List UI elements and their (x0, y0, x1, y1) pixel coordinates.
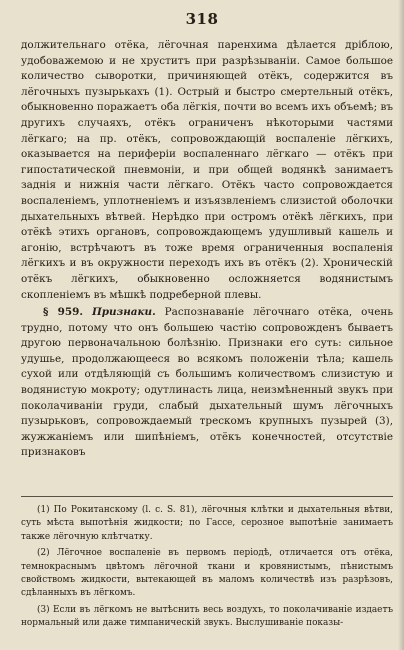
footnote-divider (21, 496, 393, 497)
footnote-1: (1) По Рокитанскому (l. c. S. 81), лёгочныя клѣтки и дыхательныя вѣтви, суть мѣста выпотѣнія жидкости; по Гассе, серозное выпотѣніе занимаетъ также лёгочную клѣтчатку. (21, 505, 393, 542)
footnote-3: (3) Если въ лёгкомъ не вытѣснить весь воздухъ, то поколачиваніе издаетъ нормальный или даже тимпаническій звукъ. Выслушиваніе показы- (21, 604, 393, 629)
section-title: Признаки. (91, 306, 156, 319)
section-paragraph (21, 305, 393, 461)
main-text (21, 38, 393, 461)
footnotes (21, 504, 393, 634)
section-body: Распознаваніе лёгочнаго отёка, очень трудно, потому что онъ большею частію сопровожденъ бываетъ другою первоначальною болѣзнію. Признаки его суть: сильное удушье, продолжающееся во всякомъ положеніи тѣла; кашель сухой или отдѣляющій съ большимъ количествомъ слизистую и водянистую мокроту; одутлинасть лица, неизмѣненный звукъ при поколачиваніи груди, слабый дыхательный шумъ лёгочныхъ пузырьковъ, сопровождаемый трескомъ крупныхъ пузырей (3), жужжаніемъ или шипѣніемъ, отёкъ конечностей, отсутствіе признаковъ (21, 306, 394, 459)
page-edge-shadow (398, 0, 404, 650)
paragraph-continued: должительнаго отёка, лёгочная паренхима дѣлается дрiблою, удобоважемою и не хруститъ при разрѣзываніи. Самое большое количество сыворотки, причиняющей отёкъ, содержится въ лёгочныхъ пузырькахъ (1). Острый и быстро смертельный отёкъ, обыкновенно поражаетъ оба лёгкія, почти во всемъ ихъ объемѣ; въ другихъ случаяхъ, отёкъ ограниченъ нѣкоторыми частями лёгкаго; на пр. отёкъ, сопровождающій воспаленіе лёгкихъ, оказывается на периферіи воспаленнаго лёгкаго — отёкъ при гипостатической пневмоніи, и при общей водянкѣ занимаетъ заднія и нижнія части лёгкаго. Отёкъ часто сопровождается воспаленіемъ, уплотненіемъ и изъязвленіемъ слизистой оболочки дыхательныхъ вѣтвей. Нерѣдко при остромъ отёкѣ лёгкихъ, при отёкѣ этихъ органовъ, сопровождающемъ удушливый кашель и агонію, встрѣчаютъ въ тоже время ограниченныя воспаленія лёгкихъ и въ окружности переходъ ихъ въ отёкъ (2). Хроническій отёкъ лёгкихъ, обыкновенно осложняется водянистымъ скопленіемъ въ мѣшкѣ подреберной плевы. (21, 39, 393, 301)
page-number: 318 (185, 10, 219, 28)
section-number: § 959. (43, 306, 83, 319)
footnote-2: (2) Лёгочное воспаленіе въ первомъ періодѣ, отличается отъ отёка, темнокраснымъ цвѣтомъ лёгочной ткани и кровянистымъ, пѣнистымъ свойствомъ жидкости, вытекающей въ маломъ количествѣ изъ разрѣзовъ, сдѣланныхъ въ лёгкомъ. (21, 548, 393, 599)
